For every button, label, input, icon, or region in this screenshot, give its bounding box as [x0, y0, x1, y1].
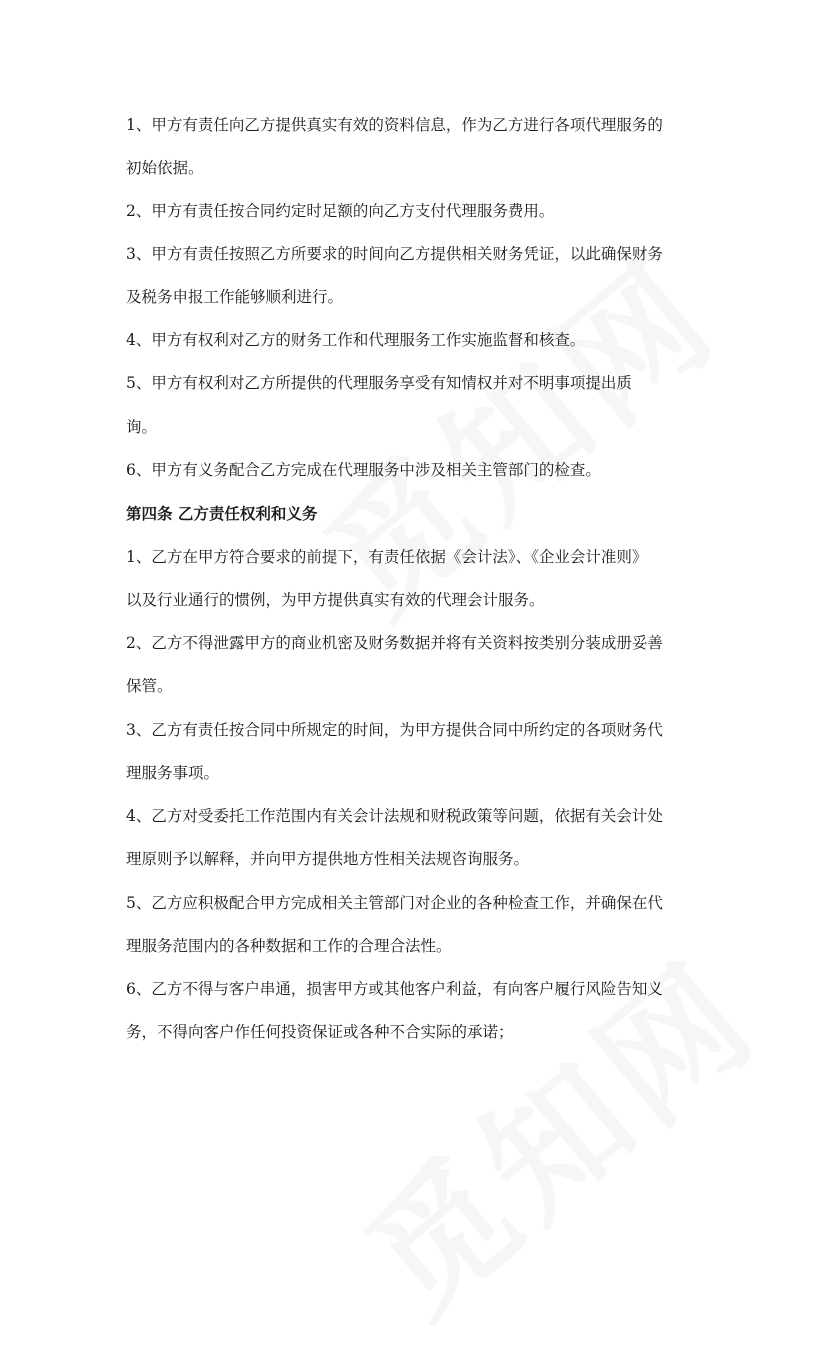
- paragraph-line: 理服务事项。: [126, 764, 220, 782]
- paragraph-line: 以及行业通行的惯例，为甲方提供真实有效的代理会计服务。: [126, 591, 545, 609]
- paragraph-line: 1、甲方有责任向乙方提供真实有效的资料信息，作为乙方进行各项代理服务的: [126, 116, 663, 134]
- paragraph-line: 务，不得向客户作任何投资保证或各种不合实际的承诺；: [126, 1023, 514, 1041]
- paragraph-line: 理原则予以解释，并向甲方提供地方性相关法规咨询服务。: [126, 850, 530, 868]
- paragraph-line: 1、乙方在甲方符合要求的前提下，有责任依据《会计法》、《企业会计准则》: [126, 548, 648, 566]
- paragraph-line: 理服务范围内的各种数据和工作的合理合法性。: [126, 937, 452, 955]
- paragraph-line: 及税务申报工作能够顺利进行。: [126, 288, 344, 306]
- paragraph-line: 保管。: [126, 677, 173, 695]
- paragraph-line: 5、甲方有权利对乙方所提供的代理服务享受有知情权并对不明事项提出质: [126, 374, 632, 392]
- paragraph-line: 4、乙方对受委托工作范围内有关会计法规和财税政策等问题，依据有关会计处: [126, 807, 663, 825]
- watermark: [278, 209, 752, 652]
- paragraph-line: 2、乙方不得泄露甲方的商业机密及财务数据并将有关资料按类别分装成册妥善: [126, 634, 663, 652]
- paragraph-line: 询。: [126, 418, 158, 436]
- paragraph-line: 6、乙方不得与客户串通，损害甲方或其他客户利益，有向客户履行风险告知义: [126, 980, 663, 998]
- paragraph-line: 6、甲方有义务配合乙方完成在代理服务中涉及相关主管部门的检查。: [126, 461, 601, 479]
- paragraph-line: 2、甲方有责任按合同约定时足额的向乙方支付代理服务费用。: [126, 202, 555, 220]
- watermark: [318, 909, 792, 1352]
- paragraph-line: 3、甲方有责任按照乙方所要求的时间向乙方提供相关财务凭证，以此确保财务: [126, 245, 663, 263]
- paragraph-line: 初始依据。: [126, 159, 204, 177]
- section-heading: 第四条 乙方责任权利和义务: [126, 504, 318, 523]
- paragraph-line: 3、乙方有责任按合同中所规定的时间，为甲方提供合同中所约定的各项财务代: [126, 721, 663, 739]
- paragraph-line: 4、甲方有权利对乙方的财务工作和代理服务工作实施监督和核查。: [126, 331, 586, 349]
- paragraph-line: 5、乙方应积极配合甲方完成相关主管部门对企业的各种检查工作，并确保在代: [126, 894, 663, 912]
